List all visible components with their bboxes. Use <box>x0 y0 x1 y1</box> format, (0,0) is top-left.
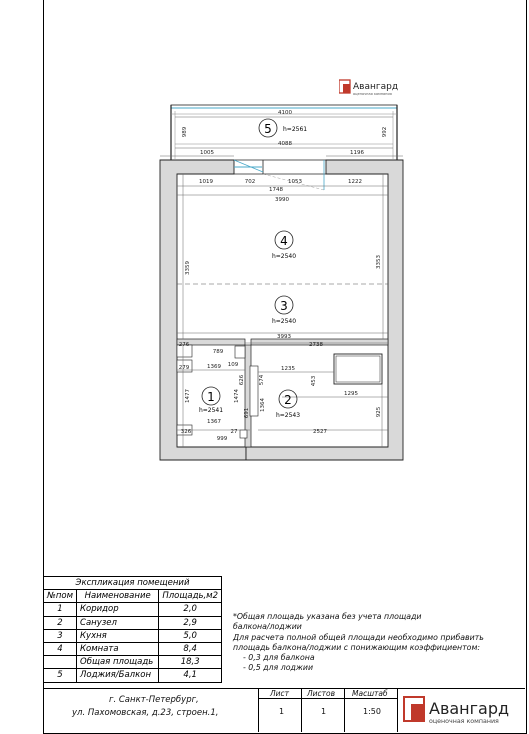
dim-label: 702 <box>244 179 256 185</box>
room-4-num: 4 <box>280 234 288 248</box>
cell: Коридор <box>77 603 159 616</box>
cell: 2,0 <box>159 603 222 616</box>
cell: 3 <box>44 629 77 642</box>
dim-label: 1196 <box>350 150 364 156</box>
dim-label: 109 <box>227 362 239 368</box>
dim-label: 326 <box>180 429 192 435</box>
dim-label: 1748 <box>269 187 283 193</box>
dim-label: 691 <box>244 407 250 419</box>
title-block-divider <box>301 688 302 732</box>
note-line: балкона/лоджии <box>233 622 302 632</box>
note-line: - 0,5 для лоджии <box>243 663 314 673</box>
cell: 2 <box>44 616 77 629</box>
table-title: Экспликация помещений <box>44 577 222 590</box>
dim-label: 2738 <box>309 342 323 348</box>
dim-label: 1474 <box>234 389 240 403</box>
sheets-value: 1 <box>321 707 327 716</box>
cell: 18,3 <box>159 656 222 669</box>
dim-label: 992 <box>382 126 388 138</box>
sheet-label: Лист <box>270 689 290 698</box>
cell: 8,4 <box>159 642 222 655</box>
brand-tagline: оценочная компания <box>429 718 499 725</box>
dim-label: 1222 <box>348 179 362 185</box>
column-header: Наименование <box>77 590 159 603</box>
room-1-num: 1 <box>207 390 215 404</box>
note-line: - 0,3 для балкона <box>243 653 315 663</box>
dim-label: 989 <box>182 126 188 138</box>
note-line: Для расчета полной общей площади необходимо прибавить <box>233 632 484 642</box>
note-line: площадь балкона/лоджии с понижающим коэффициентом: <box>233 642 480 652</box>
dim-label: 4100 <box>278 110 292 116</box>
notes-block <box>233 612 484 674</box>
dim-label: 999 <box>216 436 228 442</box>
dim-label: 3353 <box>376 255 382 269</box>
title-block-divider <box>397 688 398 732</box>
brand-name: Авангард <box>429 699 510 718</box>
room-3-height: h=2540 <box>271 318 297 325</box>
brand-name: Авангард <box>353 82 399 92</box>
table-header-row <box>44 590 222 603</box>
dim-label: 1367 <box>207 419 221 425</box>
dim-label: 925 <box>376 406 382 418</box>
room-4-height: h=2540 <box>271 253 297 260</box>
cell: Комната <box>77 642 159 655</box>
explication-table <box>43 576 222 683</box>
logo-mark-icon <box>402 689 522 729</box>
dim-label: 1364 <box>260 398 266 412</box>
cell <box>44 656 77 669</box>
table-row <box>44 616 222 629</box>
cell: Лоджия/Балкон <box>77 669 159 682</box>
sheet-value: 1 <box>279 707 285 716</box>
dim-label: 276 <box>178 342 190 348</box>
dim-label: 1235 <box>281 366 295 372</box>
sheets-label: Листов <box>307 689 336 698</box>
dim-label: 1477 <box>185 389 191 403</box>
room-5-height: h=2561 <box>283 126 308 133</box>
dim-label: 789 <box>212 349 224 355</box>
column-header: Площадь,м2 <box>159 590 222 603</box>
table-row <box>44 603 222 616</box>
room-2-height: h=2543 <box>275 412 301 419</box>
dim-label: 3359 <box>185 261 191 275</box>
dim-label: 1005 <box>200 150 214 156</box>
cell: 1 <box>44 603 77 616</box>
dim-label: 453 <box>311 375 317 387</box>
room-5-num: 5 <box>264 122 272 136</box>
dim-label: 2527 <box>313 429 327 435</box>
cell: 4,1 <box>159 669 222 682</box>
column-header: №пом <box>44 590 77 603</box>
table-row <box>44 642 222 655</box>
brand-tagline: оценочная компания <box>353 92 392 96</box>
table-row <box>44 656 222 669</box>
table-row <box>44 629 222 642</box>
room-3-num: 3 <box>280 299 288 313</box>
address-line-2: ул. Пахомовская, д.23, строен.1, <box>72 708 219 718</box>
dim-label: 4088 <box>278 141 292 147</box>
cell: 4 <box>44 642 77 655</box>
cell: Санузел <box>77 616 159 629</box>
cell: 2,9 <box>159 616 222 629</box>
table-row <box>44 669 222 682</box>
brand-logo-bottom <box>402 689 522 733</box>
dim-label: 1369 <box>207 364 221 370</box>
dim-label: 3990 <box>275 197 289 203</box>
table-title-row <box>44 577 222 590</box>
cell: 5,0 <box>159 629 222 642</box>
dim-label: 574 <box>259 374 265 386</box>
room-2-num: 2 <box>284 393 292 407</box>
title-block-divider <box>344 688 345 732</box>
dim-label: 1053 <box>288 179 302 185</box>
scale-value: 1:50 <box>363 707 381 716</box>
dim-label: 626 <box>239 374 245 386</box>
scale-label: Масштаб <box>352 689 388 698</box>
cell: Общая площадь <box>77 656 159 669</box>
note-line: *Общая площадь указана без учета площади <box>233 612 422 621</box>
dim-label: 1019 <box>199 179 213 185</box>
cell: 5 <box>44 669 77 682</box>
dim-label: 1295 <box>344 391 358 397</box>
dim-label: 279 <box>178 365 190 371</box>
address-line-1: г. Санкт-Петербург, <box>109 695 199 705</box>
title-block-divider <box>258 688 259 732</box>
room-1-height: h=2541 <box>198 407 224 414</box>
dim-label: 3993 <box>277 334 291 340</box>
dim-label: 27 <box>230 429 238 435</box>
cell: Кухня <box>77 629 159 642</box>
title-block-hline <box>258 698 397 699</box>
